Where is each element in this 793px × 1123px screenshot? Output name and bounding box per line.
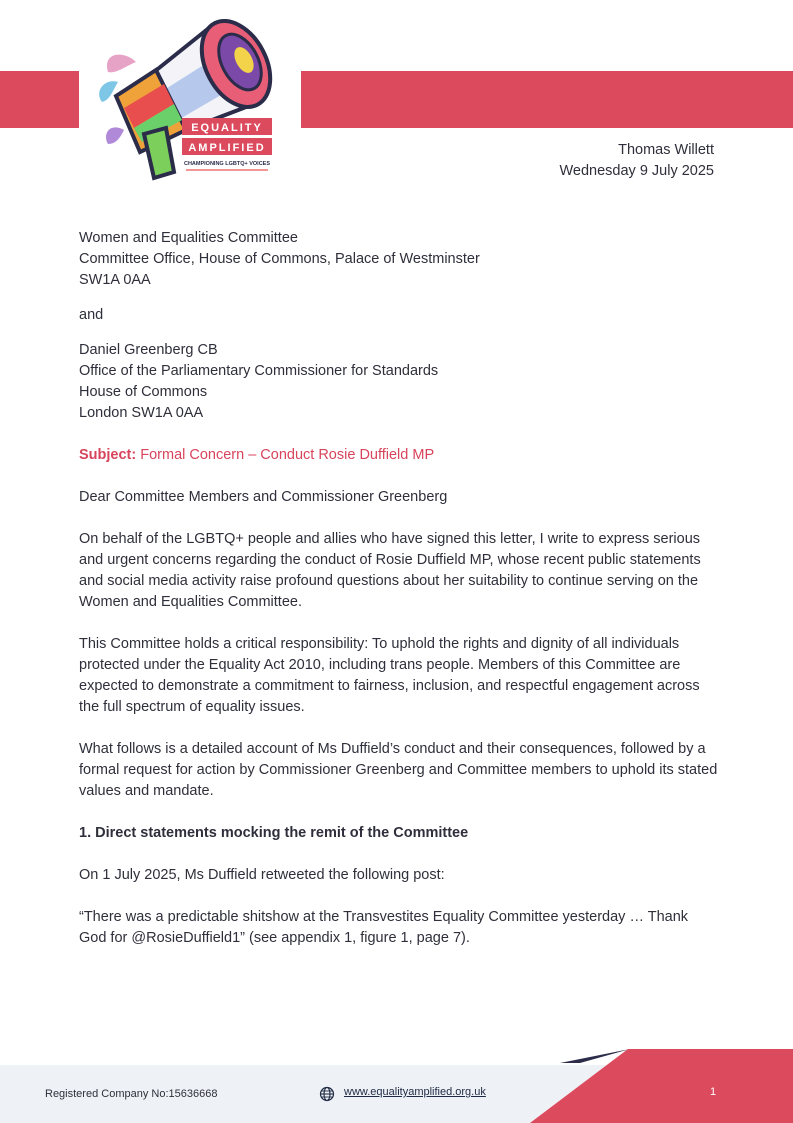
address-line: Daniel Greenberg CB — [79, 342, 218, 358]
page-number: 1 — [710, 1086, 717, 1098]
quoted-post: “There was a predictable shitshow at the Transvestites Equality Committee yesterday … Thank God for @RosieDuffield1” (see appendix 1, figure 1, page 7). — [79, 909, 689, 946]
section-heading: 1. Direct statements mocking the remit of the Committee — [79, 825, 469, 841]
subject-label: Subject: — [79, 447, 137, 463]
header-band-left — [0, 71, 79, 128]
subject-text: Formal Concern – Conduct Rosie Duffield MP — [140, 447, 435, 463]
globe-icon — [319, 1086, 335, 1102]
company-registration: Registered Company No:15636668 — [45, 1088, 218, 1100]
letter-body — [79, 228, 719, 949]
subject-line — [79, 445, 719, 466]
equality-amplified-logo — [94, 12, 284, 184]
address-line: Committee Office, House of Commons, Palace of Westminster — [79, 251, 480, 267]
and-text: and — [79, 307, 104, 323]
salutation: Dear Committee Members and Commissioner Greenberg — [79, 489, 448, 505]
sender-block — [559, 140, 714, 182]
logo-line1: EQUALITY — [191, 122, 263, 134]
address-line: London SW1A 0AA — [79, 405, 204, 421]
address-line: Office of the Parliamentary Commissioner for Standards — [79, 363, 439, 379]
megaphone-icon — [94, 12, 284, 184]
paragraph: This Committee holds a critical responsibility: To uphold the rights and dignity of all individuals protected under the Equality Act 2010, including trans people. Members of this Committee are expected to demonstrate a commitment to fairness, inclusion, and respectful engagement across the full spectrum of equality issues. — [79, 636, 700, 715]
letter-date: Wednesday 9 July 2025 — [559, 163, 714, 179]
recipient-address-2 — [79, 340, 719, 424]
paragraph: What follows is a detailed account of Ms Duffield’s conduct and their consequences, followed by a formal request for action by Commissioner Greenberg and Committee members to uphold its stated values and mandate. — [79, 741, 718, 799]
website-link[interactable]: www.equalityamplified.org.uk — [344, 1086, 486, 1098]
address-line: SW1A 0AA — [79, 272, 151, 288]
logo-line2: AMPLIFIED — [188, 142, 266, 154]
sender-name: Thomas Willett — [618, 142, 714, 158]
logo-tagline: CHAMPIONING LGBTQ+ VOICES — [183, 161, 271, 167]
paragraph: On behalf of the LGBTQ+ people and allies who have signed this letter, I write to express serious and urgent concerns regarding the conduct of Rosie Duffield MP, whose recent public statements and social media activity raise profound questions about her suitability to continue serving on the Women and Equalities Committee. — [79, 531, 701, 610]
recipient-address-1 — [79, 228, 719, 291]
section-intro: On 1 July 2025, Ms Duffield retweeted the following post: — [79, 867, 445, 883]
address-line: House of Commons — [79, 384, 208, 400]
address-line: Women and Equalities Committee — [79, 230, 298, 246]
header-band-right — [301, 71, 793, 128]
